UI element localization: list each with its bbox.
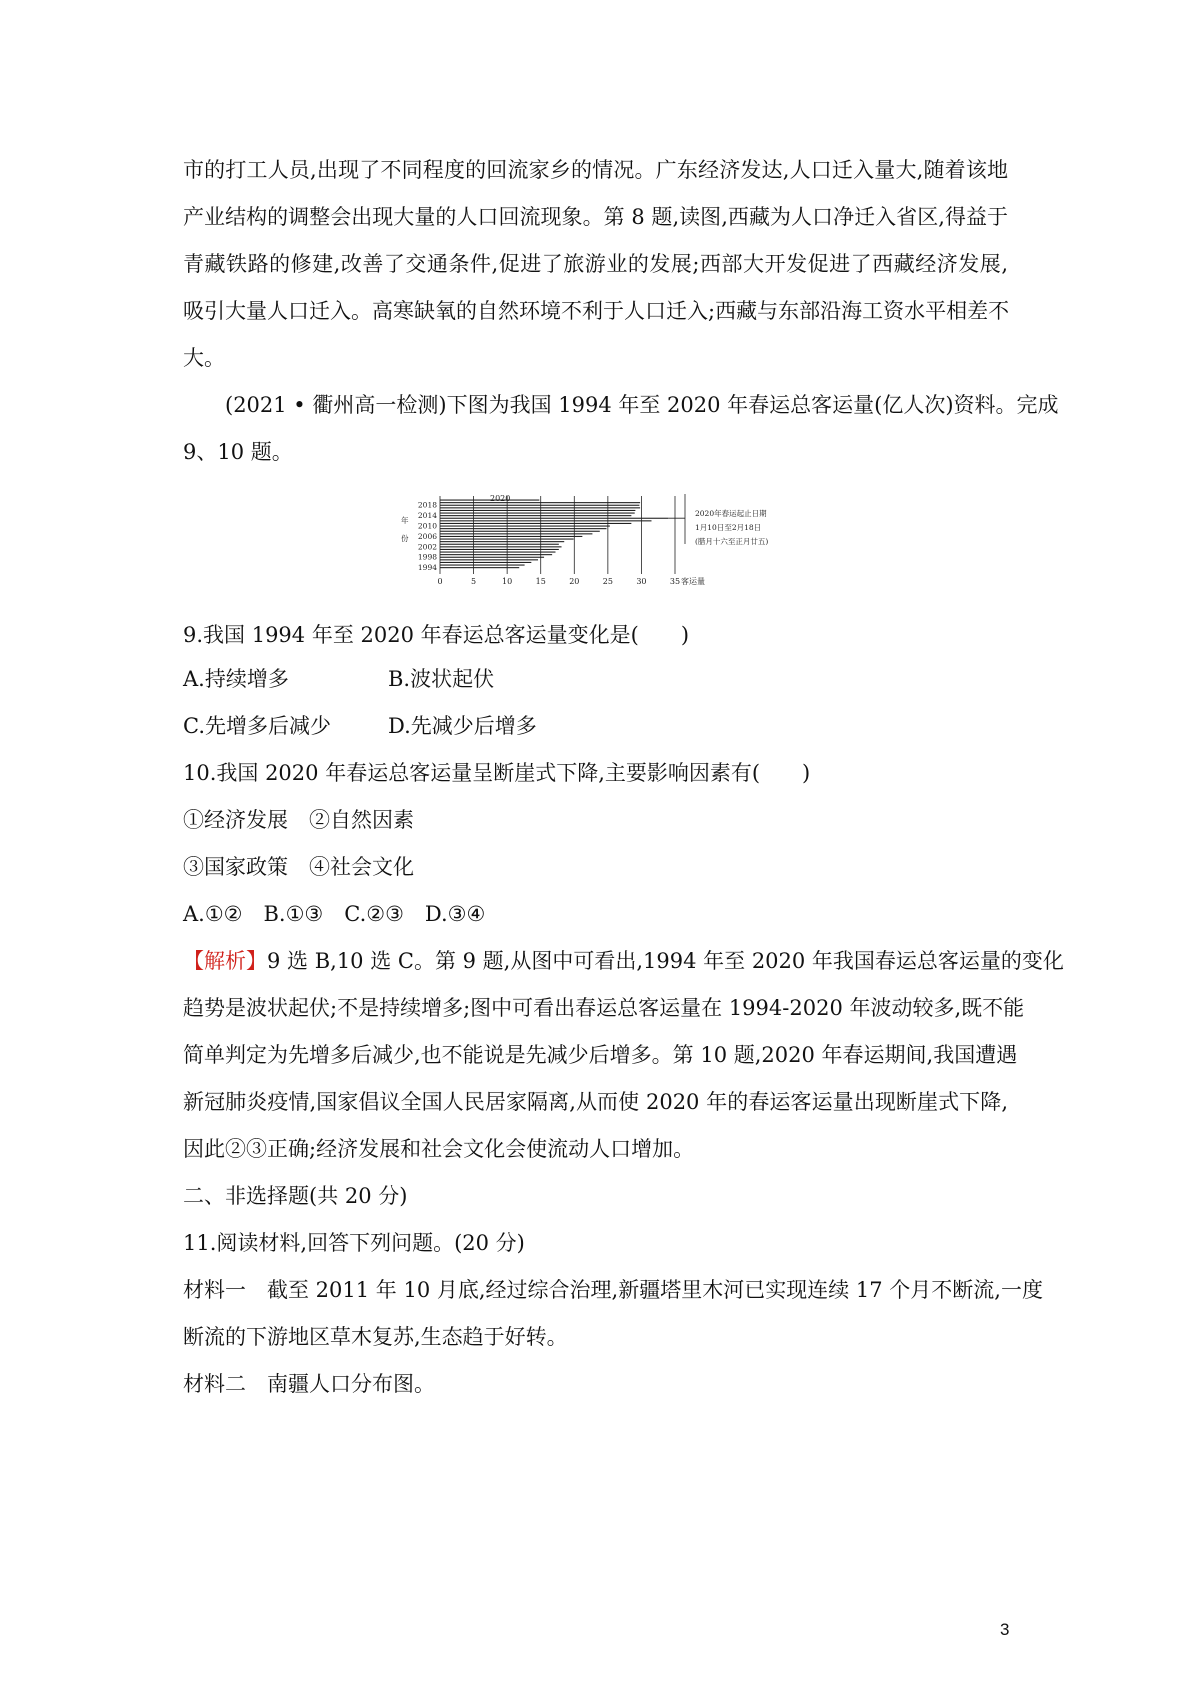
y-tick-label: 2002 — [417, 542, 437, 552]
y-axis-label: 年 — [401, 516, 409, 525]
bar — [440, 565, 525, 566]
annotation-text: 1月10日至2月18日 — [695, 523, 762, 532]
bar — [440, 541, 564, 542]
y-tick-label: 1994 — [417, 563, 437, 573]
x-axis-label: 客运量 — [681, 577, 705, 586]
y-tick-label: 2010 — [417, 521, 437, 531]
question-11-stem: 11.阅读材料,回答下列问题。(20 分) — [183, 1231, 525, 1255]
bar — [440, 510, 635, 511]
x-tick-label: 20 — [569, 577, 580, 586]
analysis-line: 因此②③正确;经济发展和社会文化会使流动人口增加。 — [183, 1137, 695, 1161]
bar — [440, 513, 635, 514]
question-9-stem: 9.我国 1994 年至 2020 年春运总客运量变化是( ) — [183, 623, 690, 647]
x-tick-label: 0 — [437, 577, 443, 586]
q10-factors: ①经济发展 ②自然因素 — [183, 808, 414, 832]
bar — [440, 539, 574, 540]
x-tick-label: 35 — [669, 577, 681, 586]
question-intro: 9、10 题。 — [183, 440, 293, 464]
analysis-first-line — [183, 946, 1064, 976]
bar-annotation-label: 2020 — [490, 494, 511, 503]
analysis-text: 9 选 B,10 选 C。第 9 题,从图中可看出,1994 年至 2020 年我国春运总客运量的变化 — [267, 949, 1064, 973]
bar — [440, 518, 668, 519]
x-tick-label: 25 — [602, 577, 613, 586]
section-heading: 二、非选择题(共 20 分) — [183, 1184, 408, 1208]
annotation-text: 2020年春运起止日期 — [695, 509, 767, 518]
bar — [440, 549, 559, 550]
annotation-text: (腊月十六至正月廿五) — [695, 537, 769, 546]
bar — [440, 528, 607, 529]
q9-option-b: B.波状起伏 — [388, 667, 495, 691]
analysis-line: 新冠肺炎疫情,国家倡议全国人民居家隔离,从而使 2020 年的春运客运量出现断崖式下降, — [183, 1090, 1008, 1114]
y-tick-label: 2014 — [417, 511, 437, 521]
body-text-line: 吸引大量人口迁入。高寒缺氧的自然环境不利于人口迁入;西藏与东部沿海工资水平相差不 — [183, 299, 1010, 323]
x-tick-label: 5 — [471, 577, 477, 586]
y-axis-label: 份 — [401, 534, 409, 543]
material-one: 材料一 截至 2011 年 10 月底,经过综合治理,新疆塔里木河已实现连续 17 个月不断流,一度 — [183, 1278, 1043, 1302]
x-tick-label: 30 — [636, 577, 647, 586]
body-text-line: 大。 — [183, 346, 225, 370]
x-tick-label: 10 — [502, 577, 513, 586]
x-tick-label: 15 — [535, 577, 546, 586]
analysis-line: 简单判定为先增多后减少,也不能说是先减少后增多。第 10 题,2020 年春运期间,我国遭遇 — [183, 1043, 1018, 1067]
body-text-line: 产业结构的调整会出现大量的人口回流现象。第 8 题,读图,西藏为人口净迁入省区,得益于 — [183, 205, 1008, 229]
q9-option-d: D.先减少后增多 — [388, 714, 537, 738]
bar — [440, 520, 652, 521]
bar — [440, 526, 610, 527]
q10-choices: A.①② B.①③ C.②③ D.③④ — [183, 902, 486, 926]
analysis-line: 趋势是波状起伏;不是持续增多;图中可看出春运总客运量在 1994-2020 年波动较多,既不能 — [183, 996, 1025, 1020]
q9-option-a: A.持续增多 — [183, 667, 289, 691]
bar — [440, 505, 639, 506]
bar — [440, 523, 631, 524]
bar — [440, 557, 544, 558]
bar — [440, 546, 562, 547]
question-intro: (2021 • 衢州高一检测)下图为我国 1994 年至 2020 年春运总客运量(亿人次)资料。完成 — [225, 393, 1059, 417]
page-number: 3 — [1000, 1620, 1010, 1639]
bar — [440, 502, 640, 503]
bar — [440, 554, 552, 555]
bar — [440, 507, 640, 508]
q9-option-c: C.先增多后减少 — [183, 714, 331, 738]
bar — [440, 533, 592, 534]
bar — [440, 531, 600, 532]
bar — [440, 567, 519, 568]
bar — [440, 562, 531, 563]
q10-factors: ③国家政策 ④社会文化 — [183, 855, 414, 879]
question-10-stem: 10.我国 2020 年春运总客运量呈断崖式下降,主要影响因素有( ) — [183, 761, 811, 785]
y-tick-label: 2006 — [417, 531, 437, 541]
body-text-line: 市的打工人员,出现了不同程度的回流家乡的情况。广东经济发达,人口迁入量大,随着该地 — [183, 158, 1008, 182]
bar — [440, 559, 538, 560]
y-tick-label: 2018 — [417, 500, 437, 510]
bar — [440, 544, 559, 545]
body-text-line: 青藏铁路的修建,改善了交通条件,促进了旅游业的发展;西部大开发促进了西藏经济发展, — [183, 252, 1008, 276]
bar — [440, 552, 555, 553]
passenger-volume-chart — [400, 492, 800, 592]
bar — [440, 536, 582, 537]
material-two: 材料二 南疆人口分布图。 — [183, 1372, 435, 1396]
y-tick-label: 1998 — [417, 552, 437, 562]
material-one: 断流的下游地区草木复苏,生态趋于好转。 — [183, 1325, 568, 1349]
analysis-tag: 【解析】 — [183, 949, 267, 973]
bar — [440, 515, 631, 516]
